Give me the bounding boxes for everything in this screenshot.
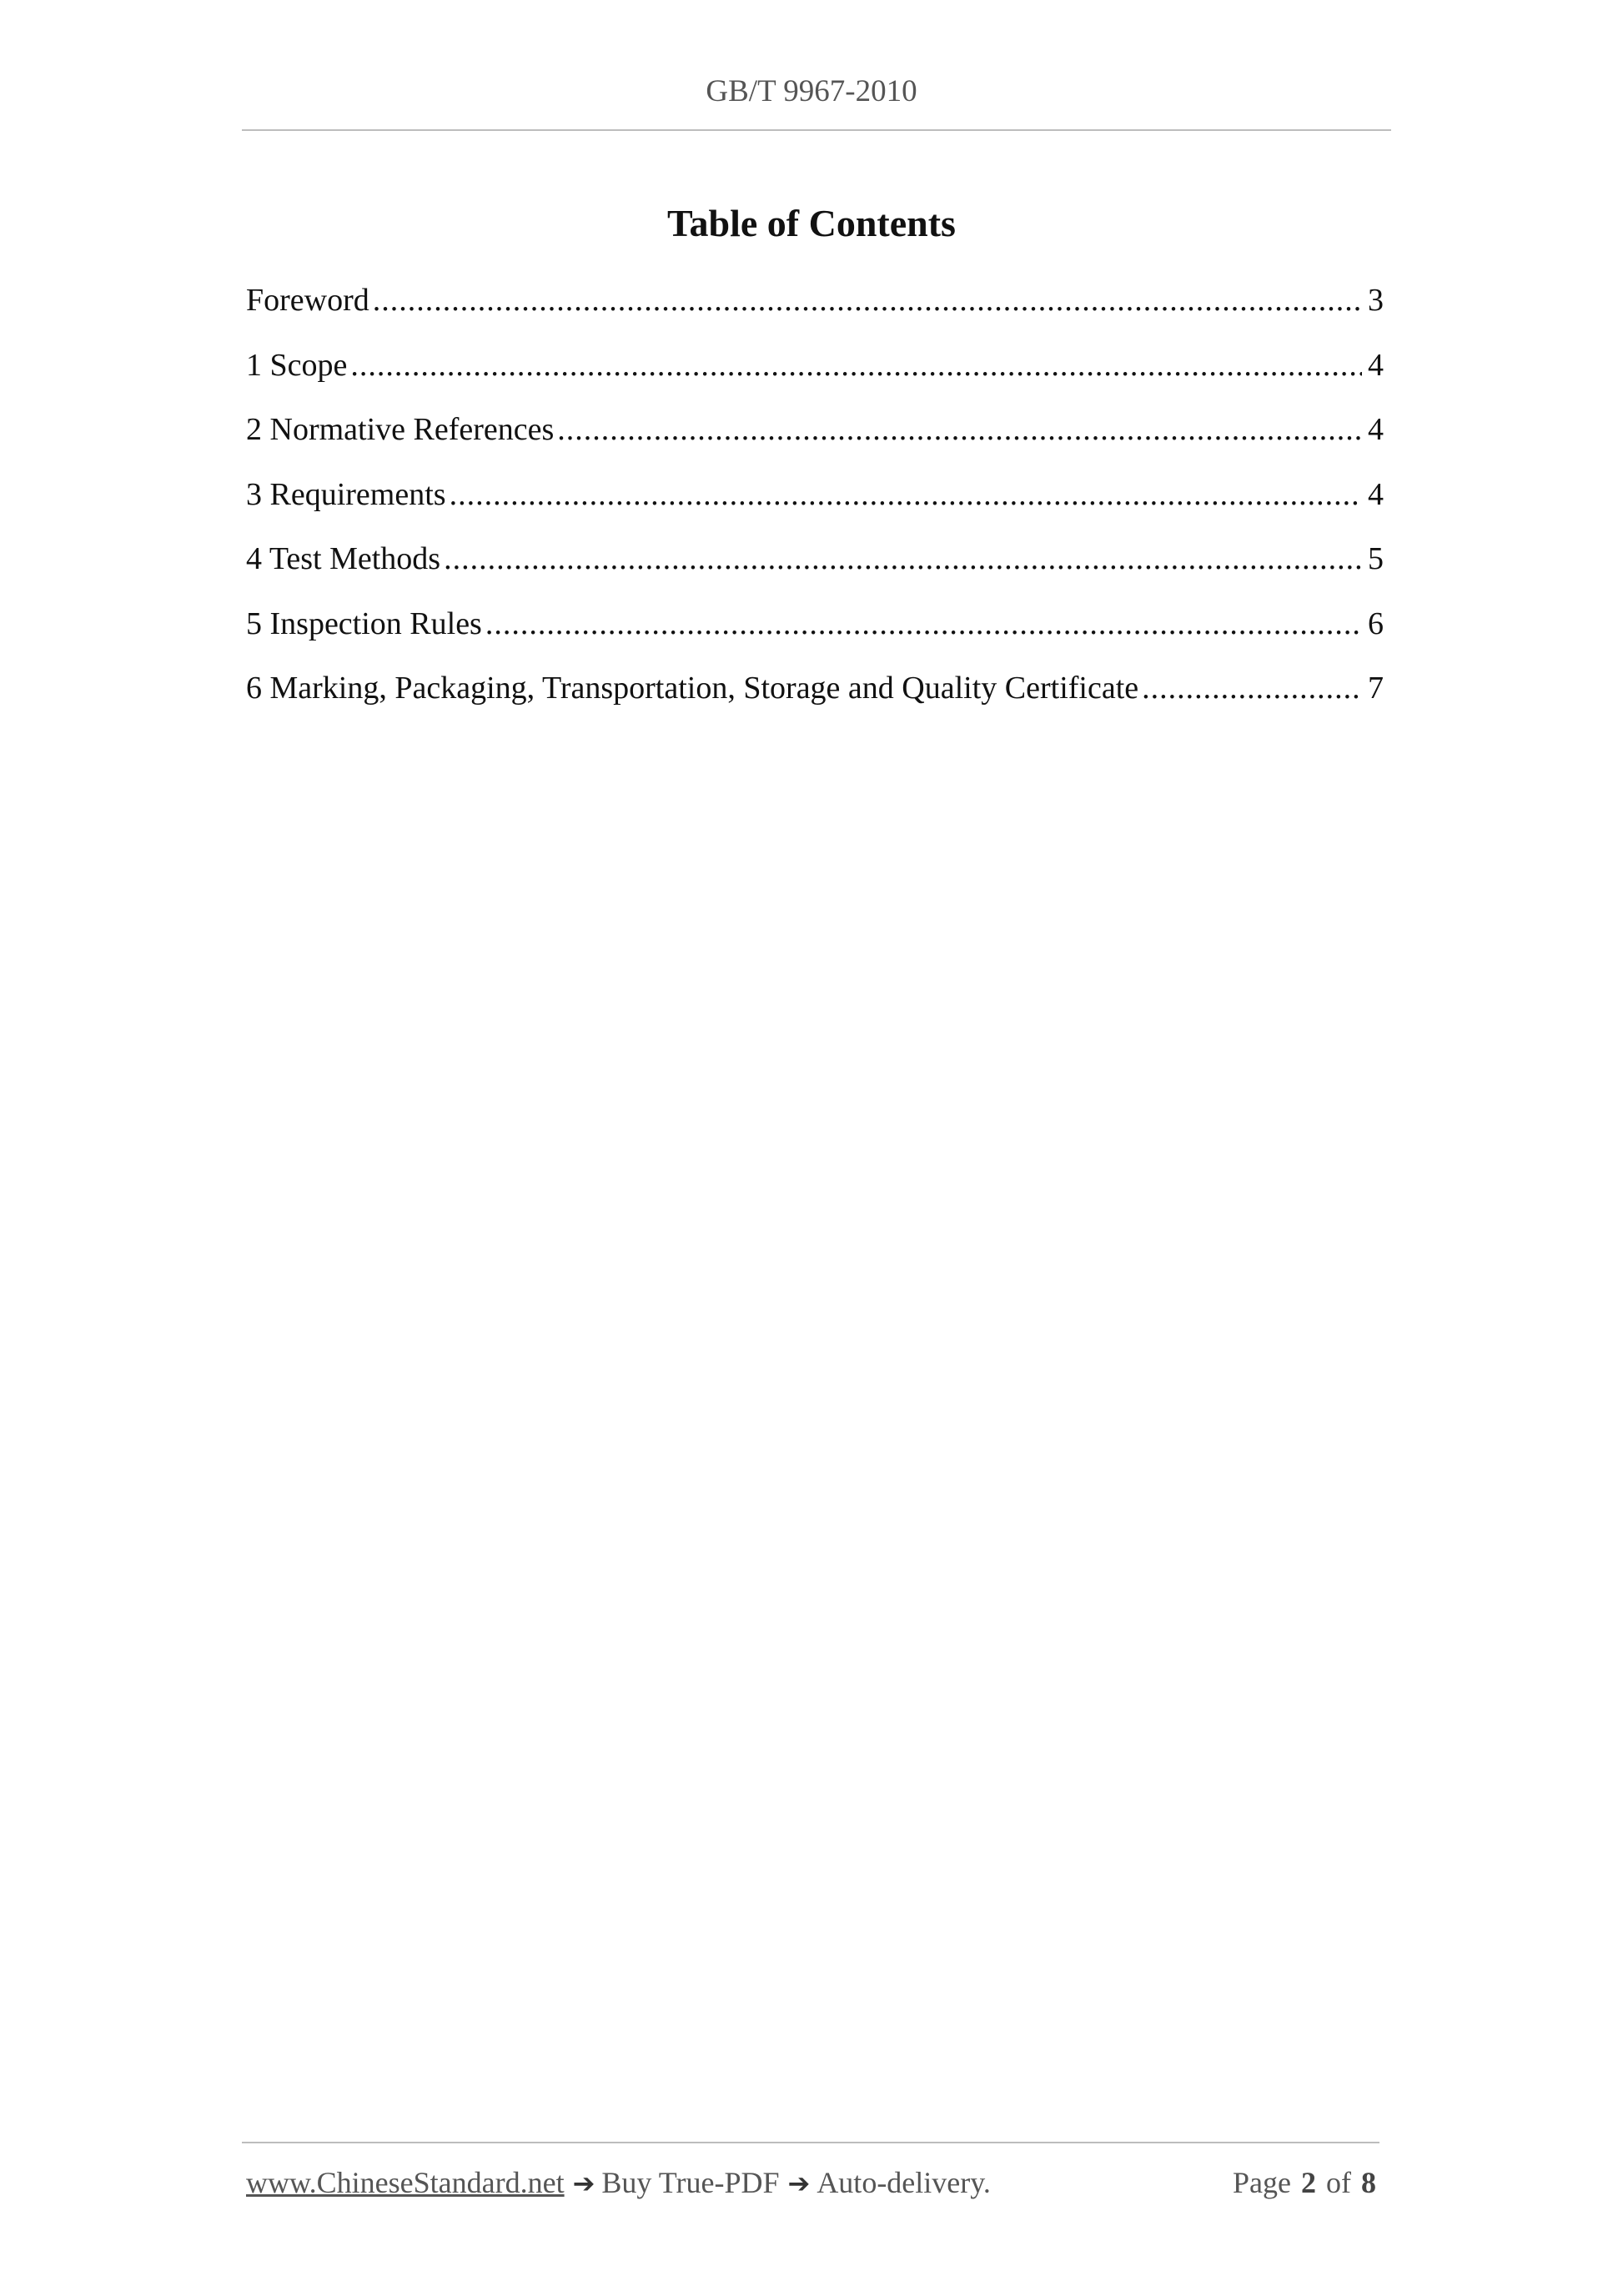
toc-entry-page: 4	[1368, 412, 1384, 447]
toc-entry-label: 1 Scope	[246, 347, 348, 383]
toc-entry-page: 6	[1368, 605, 1384, 641]
toc-entry-foreword[interactable]	[246, 275, 1384, 340]
dot-leader	[485, 599, 1362, 649]
toc-entry-marking-packaging[interactable]	[246, 663, 1384, 728]
toc-entry-normative-references[interactable]	[246, 404, 1384, 470]
header-divider	[242, 129, 1391, 131]
website-link[interactable]: www.ChineseStandard.net	[246, 2166, 565, 2199]
toc-entry-test-methods[interactable]	[246, 534, 1384, 599]
toc-title: Table of Contents	[667, 202, 956, 244]
right-arrow-icon: ➔	[572, 2168, 595, 2199]
toc-entry-inspection-rules[interactable]	[246, 599, 1384, 664]
toc-entry-requirements[interactable]	[246, 470, 1384, 535]
page-number	[1233, 2162, 1376, 2203]
toc-entry-label: 4 Test Methods	[246, 541, 441, 576]
dot-leader	[450, 470, 1362, 520]
toc-entry-label: 6 Marking, Packaging, Transportation, Storage and Quality Certificate	[246, 671, 1139, 706]
page-label: Page	[1233, 2166, 1291, 2199]
toc-entry-scope[interactable]	[246, 340, 1384, 405]
footer-divider	[242, 2142, 1379, 2143]
toc-entry-page: 3	[1368, 283, 1384, 318]
toc-entry-label: Foreword	[246, 283, 369, 318]
of-label: of	[1326, 2166, 1351, 2199]
dot-leader	[557, 404, 1362, 455]
right-arrow-icon: ➔	[787, 2168, 811, 2199]
toc-entry-page: 4	[1368, 347, 1384, 383]
page-total: 8	[1361, 2166, 1376, 2199]
toc-entry-label: 3 Requirements	[246, 476, 446, 512]
dot-leader	[444, 534, 1362, 584]
toc-entry-label: 5 Inspection Rules	[246, 605, 482, 641]
page-current: 2	[1301, 2166, 1316, 2199]
running-header: GB/T 9967-2010	[706, 74, 917, 108]
toc-entry-page: 7	[1368, 671, 1384, 706]
footer-step-delivery: Auto-delivery.	[817, 2166, 991, 2199]
footer-step-buy: Buy True-PDF	[601, 2166, 780, 2199]
page-footer	[246, 2162, 1380, 2203]
toc-entry-page: 4	[1368, 476, 1384, 512]
dot-leader	[1142, 663, 1362, 713]
toc-entry-label: 2 Normative References	[246, 412, 555, 447]
toc-list	[246, 275, 1384, 728]
dot-leader	[373, 275, 1362, 325]
dot-leader	[350, 340, 1362, 390]
footer-promo	[246, 2162, 991, 2204]
toc-entry-page: 5	[1368, 541, 1384, 576]
